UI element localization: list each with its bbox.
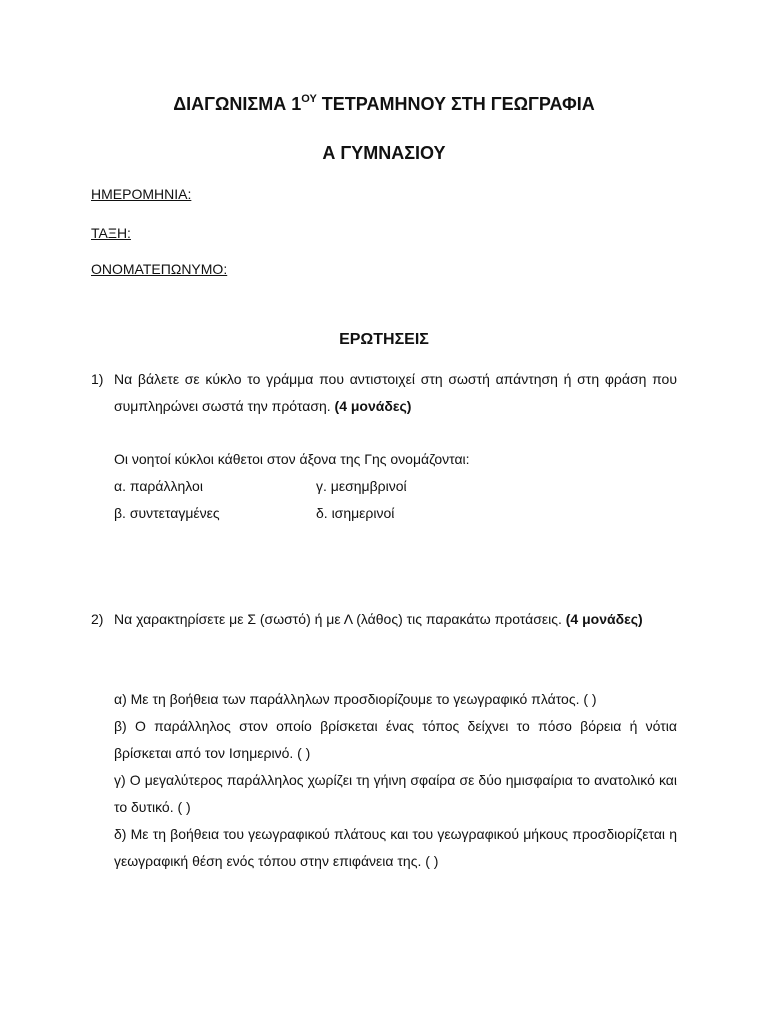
statement-c: γ) Ο μεγαλύτερος παράλληλος χωρίζει τη γήινη σφαίρα σε δύο ημισφαίρια το ανατολικό και το δυτικό. ( ) bbox=[114, 772, 677, 815]
option-c[interactable]: γ. μεσημβρινοί bbox=[316, 478, 407, 494]
option-b[interactable]: β. συντεταγμένες bbox=[114, 505, 220, 521]
question-2 bbox=[91, 606, 677, 633]
statement-b: β) Ο παράλληλος στον οποίο βρίσκεται ένας τόπος δείχνει το πόσο βόρεια ή νότια βρίσκεται από τον Ισημερινό. ( ) bbox=[114, 718, 677, 761]
question-2-statements bbox=[114, 686, 677, 875]
questions-heading: ΕΡΩΤΗΣΕΙΣ bbox=[339, 331, 429, 348]
option-a[interactable]: α. παράλληλοι bbox=[114, 478, 203, 494]
date-field-label: ΗΜΕΡΟΜΗΝΙΑ: bbox=[91, 186, 192, 202]
exam-title bbox=[0, 93, 768, 118]
option-d[interactable]: δ. ισημερινοί bbox=[316, 505, 395, 521]
exam-subtitle bbox=[0, 142, 768, 164]
exam-title-main: ΔΙΑΓΩΝΙΣΜΑ 1 bbox=[173, 94, 302, 114]
exam-subtitle-text: Α ΓΥΜΝΑΣΙΟΥ bbox=[322, 143, 446, 163]
question-1-points: (4 μονάδες) bbox=[334, 398, 412, 414]
statement-a: α) Με τη βοήθεια των παράλληλων προσδιορίζουμε το γεωγραφικό πλάτος. ( ) bbox=[114, 691, 597, 707]
question-2-points: (4 μονάδες) bbox=[565, 611, 643, 627]
exam-title-rest: ΤΕΤΡΑΜΗΝΟΥ ΣΤΗ ΓΕΩΓΡΑΦΙΑ bbox=[316, 94, 595, 114]
class-field-label: ΤΑΞΗ: bbox=[91, 225, 131, 241]
statement-d: δ) Με τη βοήθεια του γεωγραφικού πλάτους και του γεωγραφικού μήκους προσδιορίζεται η γεωγραφική θέση ενός τόπου στην επιφάνεια της. ( ) bbox=[114, 826, 677, 869]
question-2-number: 2) bbox=[91, 611, 104, 627]
question-2-body bbox=[114, 606, 677, 633]
exam-title-superscript: ΟΥ bbox=[301, 93, 317, 105]
question-1 bbox=[91, 366, 677, 420]
question-1-body bbox=[114, 366, 677, 420]
question-1-text: Να βάλετε σε κύκλο το γράμμα που αντιστοιχεί στη σωστή απάντηση ή στη φράση που συμπληρώνει σωστά την πρόταση. bbox=[114, 371, 677, 414]
question-1-number: 1) bbox=[91, 371, 104, 387]
name-field-label: ΟΝΟΜΑΤΕΠΩΝΥΜΟ: bbox=[91, 261, 228, 277]
question-1-stem: Οι νοητοί κύκλοι κάθετοι στον άξονα της Γης ονομάζονται: bbox=[114, 451, 470, 467]
question-2-text: Να χαρακτηρίσετε με Σ (σωστό) ή με Λ (λάθος) τις παρακάτω προτάσεις. bbox=[114, 611, 562, 627]
